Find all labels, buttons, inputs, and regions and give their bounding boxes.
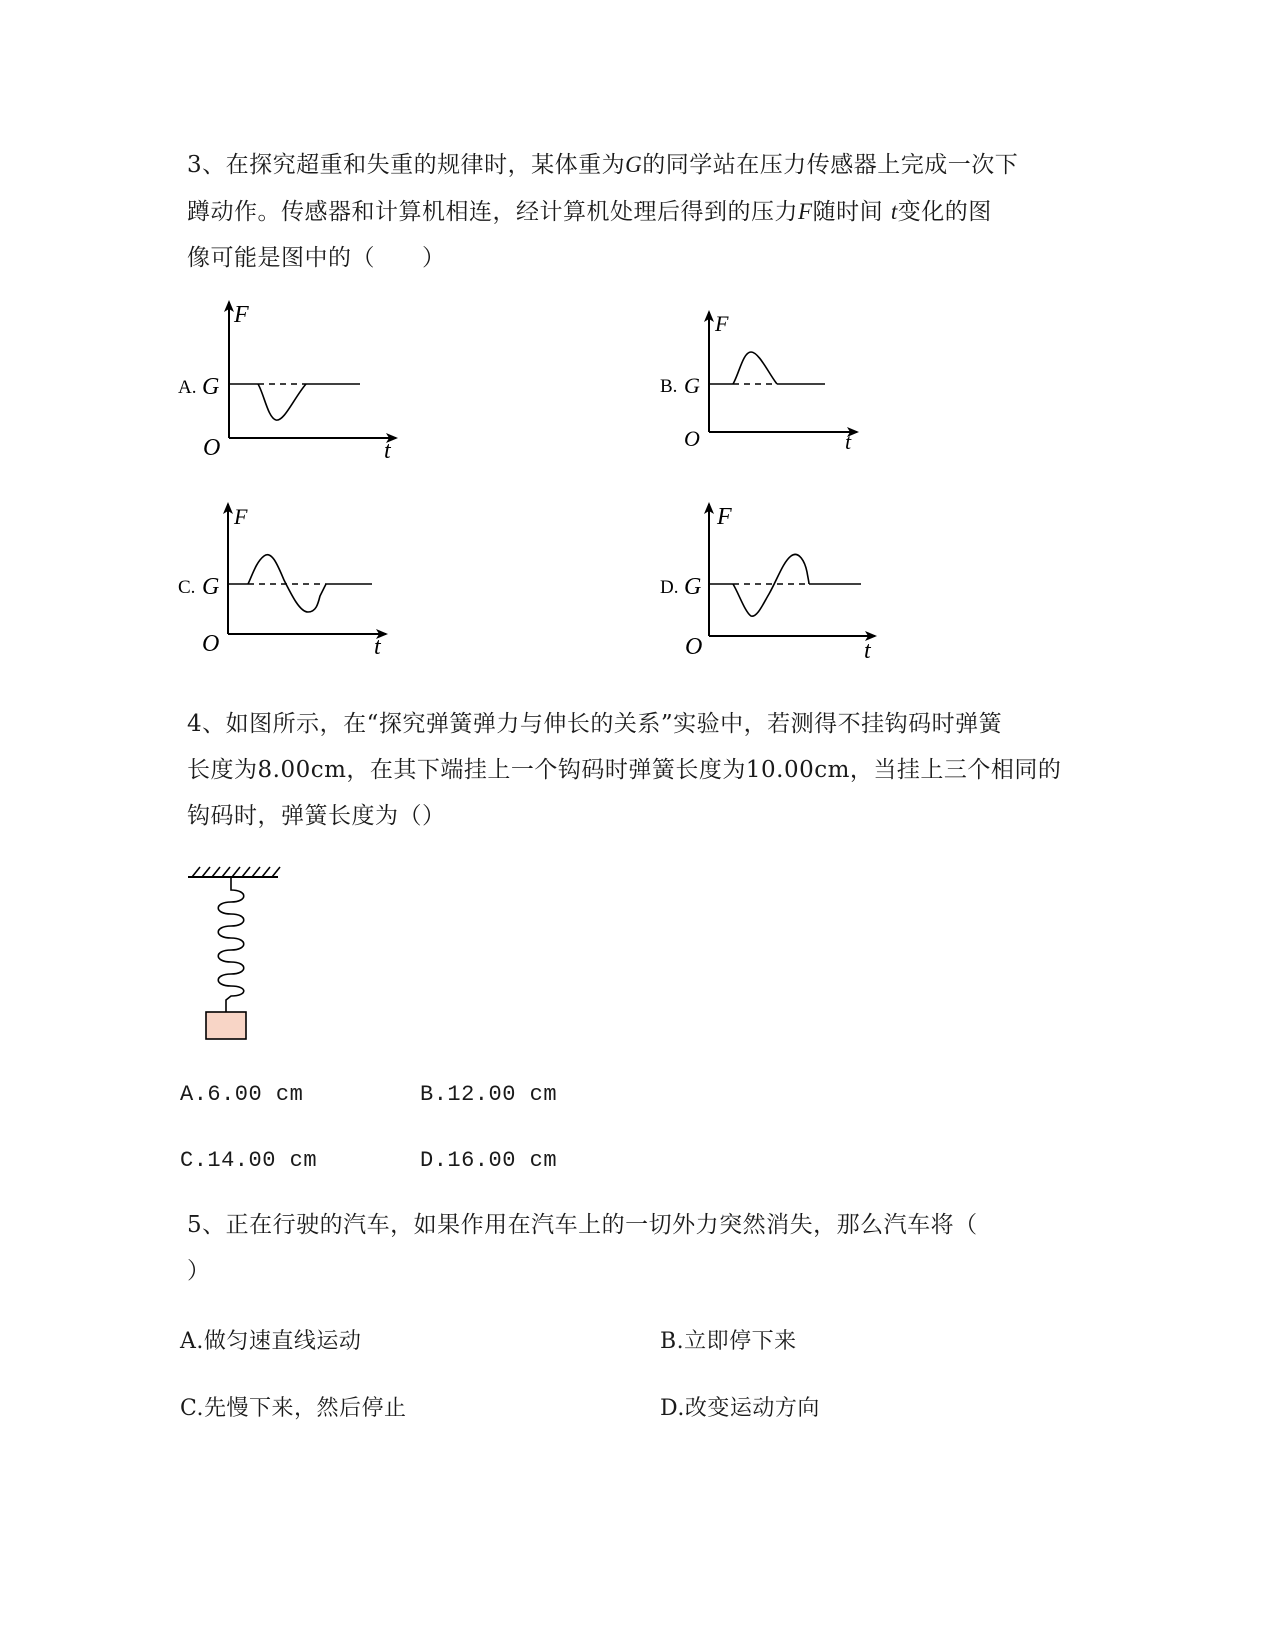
q3-text-2c: 变化的图 xyxy=(897,199,992,225)
graph-d-x-label: t xyxy=(864,638,871,664)
graph-d-level-label: G xyxy=(684,574,702,600)
q3-var-t: t xyxy=(890,199,898,224)
q4-line-1: 4、如图所示，在“探究弹簧弹力与伸长的关系”实验中，若测得不挂钩码时弹簧 xyxy=(187,711,1003,737)
ceiling-hatch xyxy=(192,867,280,877)
graph-c-y-label: F xyxy=(234,504,248,529)
q3-text-2a: 蹲动作。传感器和计算机相连，经计算机处理后得到的压力 xyxy=(187,199,798,225)
graph-a-x-label: t xyxy=(384,438,391,464)
spring-diagram xyxy=(186,860,296,1050)
spring-coil xyxy=(218,877,244,1012)
q5-option-b[interactable]: B.立即停下来 xyxy=(660,1329,797,1354)
graph-a-origin: O xyxy=(203,435,221,461)
q4-option-c[interactable]: C.14.00 cm xyxy=(180,1148,318,1173)
graph-b-origin: O xyxy=(684,426,700,451)
q3-text-1a: 3、在探究超重和失重的规律时，某体重为 xyxy=(187,152,626,178)
q5-option-c[interactable]: C.先慢下来，然后停止 xyxy=(180,1396,407,1421)
graph-b xyxy=(659,308,869,458)
graph-c xyxy=(178,500,408,665)
graph-b-curve xyxy=(733,352,777,384)
graph-d xyxy=(659,500,889,665)
q5-line-2: ） xyxy=(187,1258,211,1284)
q5-option-d[interactable]: D.改变运动方向 xyxy=(660,1396,820,1421)
q4-line-3: 钩码时，弹簧长度为（） xyxy=(187,803,446,829)
graph-a-y-label: F xyxy=(234,302,249,328)
q3-line-2 xyxy=(187,188,992,236)
q3-line-3: 像可能是图中的（ ） xyxy=(187,245,446,271)
graph-d-y-label: F xyxy=(717,504,732,530)
graph-d-origin: O xyxy=(685,634,703,660)
graph-c-option: C. xyxy=(178,577,196,598)
graph-b-x-label: t xyxy=(845,429,852,454)
graph-c-level-label: G xyxy=(202,574,220,600)
q4-option-d[interactable]: D.16.00 cm xyxy=(420,1148,558,1173)
q4-line-2: 长度为8.00cm，在其下端挂上一个钩码时弹簧长度为10.00cm，当挂上三个相同的 xyxy=(187,757,1062,783)
q4-option-a[interactable]: A.6.00 cm xyxy=(180,1082,304,1107)
q4-option-b[interactable]: B.12.00 cm xyxy=(420,1082,558,1107)
q3-text-2b: 随时间 xyxy=(812,199,884,225)
q3-var-g: G xyxy=(625,152,643,177)
graph-b-y-label: F xyxy=(715,311,729,336)
graph-b-level-label: G xyxy=(684,373,700,398)
graph-d-curve xyxy=(733,554,809,616)
graph-a-level-label: G xyxy=(202,374,220,400)
hook-weight xyxy=(206,1012,246,1039)
q3-text-1b: 的同学站在压力传感器上完成一次下 xyxy=(642,152,1019,178)
q3-var-f: F xyxy=(798,199,813,224)
graph-c-origin: O xyxy=(202,631,220,657)
graph-d-option: D. xyxy=(660,577,679,598)
q5-line-1: 5、正在行驶的汽车，如果作用在汽车上的一切外力突然消失，那么汽车将（ xyxy=(187,1212,978,1238)
q3-line-1 xyxy=(187,141,1018,189)
graph-a-option: A. xyxy=(178,377,197,398)
graph-a-curve xyxy=(258,384,306,420)
graph-c-x-label: t xyxy=(374,634,381,660)
q5-option-a[interactable]: A.做匀速直线运动 xyxy=(180,1329,362,1354)
graph-a xyxy=(178,298,408,468)
graph-b-option: B. xyxy=(660,376,678,397)
